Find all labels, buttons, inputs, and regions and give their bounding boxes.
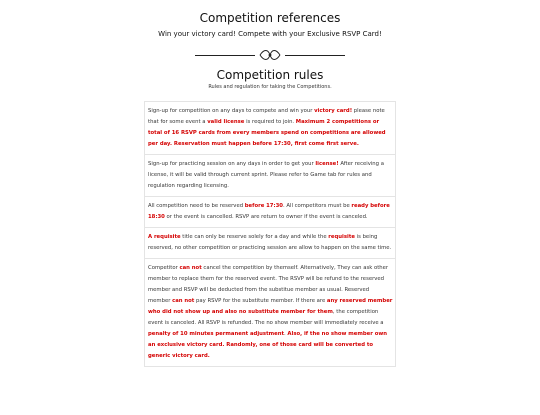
- flourish-icon: [259, 48, 281, 62]
- rules-subtitle: Rules and regulation for taking the Competitions.: [208, 84, 332, 90]
- rule-text: title can only be reserve solely for a day and while the: [180, 234, 329, 240]
- divider-line-left: [195, 55, 255, 56]
- rule-highlight: any reserved member who did not show up and also no substitute member for them: [148, 298, 393, 315]
- rule-text: is being reserved, no other competition or practicing session are allow to happen on the same time.: [148, 234, 392, 251]
- rules-title: Competition rules: [216, 68, 324, 82]
- rule-highlight: can not: [179, 265, 202, 271]
- rule-highlight: can not: [172, 298, 195, 304]
- rule-highlight: A requisite: [148, 234, 181, 240]
- rule-text: Sign-up for practicing session on any days in order to get your: [148, 161, 316, 167]
- rule-highlight: ready before 18:30: [148, 203, 390, 220]
- rule-highlight: Also, if the no show member own an exclusive victory card. Randomly, one of those card will be converted to generic victory card.: [148, 331, 388, 359]
- rule-highlight: before 17:30: [244, 203, 283, 209]
- rule-item: [145, 197, 395, 228]
- rule-highlight: Maximum 2 competitions or total of 16 RSVP cards from every members spend on competitions are allowed per day. Reservation must happen before 17:30, first come first serve.: [148, 119, 386, 147]
- rule-highlight: valid license: [207, 119, 245, 125]
- rule-text: . All competitors must be: [283, 203, 352, 209]
- divider-line-right: [285, 55, 345, 56]
- rule-item: [145, 259, 395, 366]
- rule-highlight: victory card!: [314, 108, 353, 114]
- rules-list: [144, 101, 396, 367]
- rule-text: cancel the competition by themself. Alternatively, They can ask other member to replace them for the reserved event. The RSVP will be refund to the reserved member and RSVP will be deducted from the substitue member as usual. Reserved member: [148, 265, 389, 304]
- rule-highlight: license!: [315, 161, 339, 167]
- ornamental-divider: [0, 48, 540, 62]
- rule-text: Sign-up for competition on any days to compete and win your: [148, 108, 315, 114]
- rule-text: or the event is cancelled. RSVP are return to owner if the event is canceled.: [164, 214, 368, 220]
- rule-text: After receiving a license, it will be valid through current sprint. Please refer to Game tab for rules and regulation regarding licensing.: [148, 161, 384, 189]
- rule-text: is required to join.: [244, 119, 296, 125]
- rule-text: pay RSVP for the substitute member. If there are: [194, 298, 327, 304]
- rule-highlight: requisite: [328, 234, 355, 240]
- page-title: Competition references: [199, 11, 341, 25]
- rule-item: [145, 155, 395, 197]
- rule-text: All competition need to be reserved: [148, 203, 245, 209]
- rule-text: , the competition event is canceled. All RSVP is refunded. The no show member will immediately receive a: [148, 309, 384, 326]
- rule-item: [145, 228, 395, 259]
- rule-item: [145, 102, 395, 155]
- page-subtitle: Win your victory card! Compete with your Exclusive RSVP Card!: [158, 30, 382, 38]
- rule-text: please note that for some event a: [148, 108, 385, 125]
- rule-highlight: penalty of 10 minutes permanent adjustment: [148, 331, 285, 337]
- page: [0, 10, 540, 367]
- rule-text: Competitor: [148, 265, 180, 271]
- rule-text: .: [284, 331, 288, 337]
